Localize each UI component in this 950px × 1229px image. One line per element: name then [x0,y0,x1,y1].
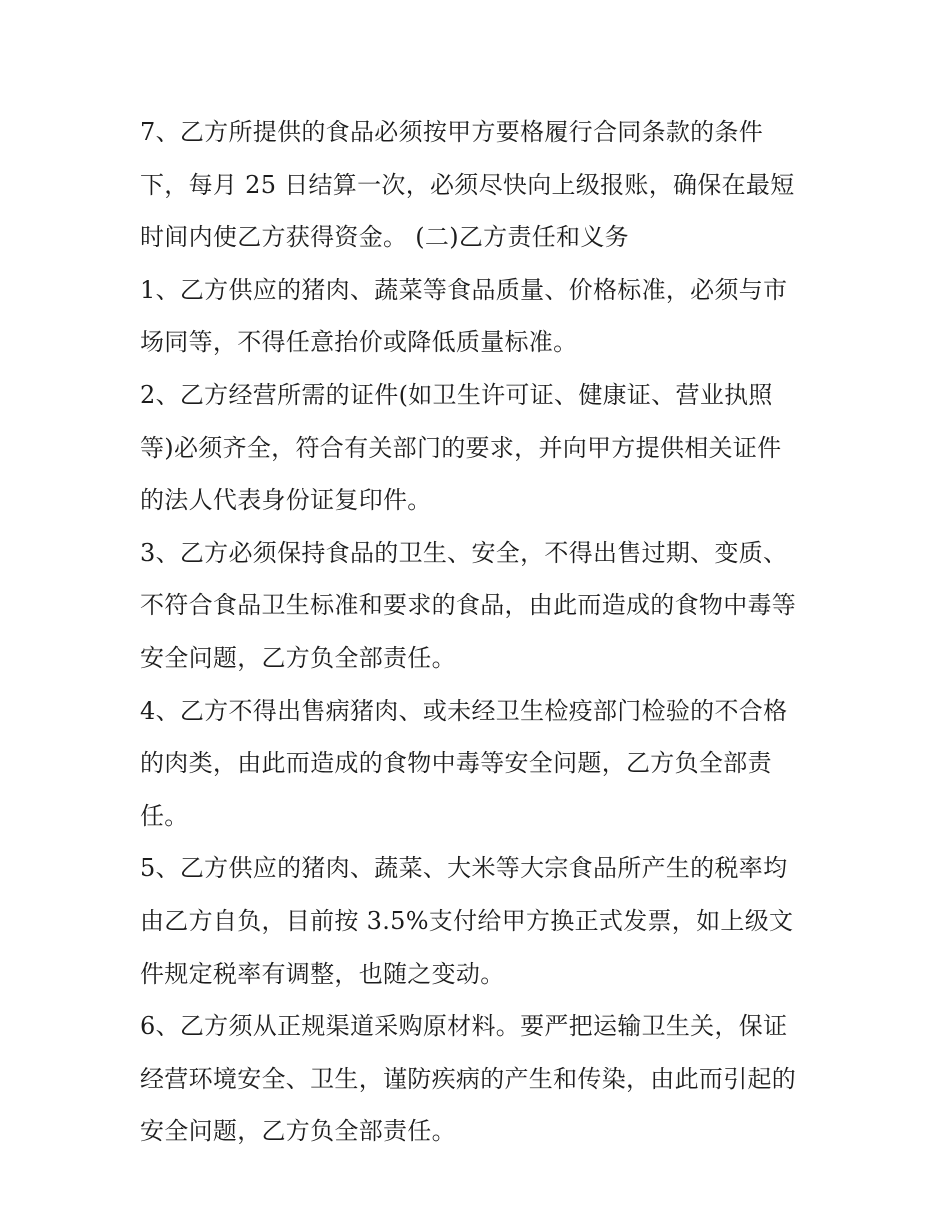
text-line: 5、乙方供应的猪肉、蔬菜、大米等大宗食品所产生的税率均 [140,854,788,883]
text-line: 7、乙方所提供的食品必须按甲方要格履行合同条款的条件 [140,118,764,146]
text-line: 的法人代表身份证复印件。 [140,486,432,515]
text-line: 4、乙方不得出售病猪肉、或未经卫生检疫部门检验的不合格 [140,696,788,725]
text-line: 不符合食品卫生标准和要求的食品，由此而造成的食物中毒等 [140,591,797,620]
document-body [140,106,820,1158]
text-line: 2、乙方经营所需的证件(如卫生许可证、健康证、营业执照 [140,380,773,409]
text-line: 场同等，不得任意抬价或降低质量标准。 [140,328,578,357]
text-line: 安全问题，乙方负全部责任。 [140,1117,456,1146]
text-line: 等)必须齐全，符合有关部门的要求，并向甲方提供相关证件 [140,433,782,462]
text-line: 下，每月 25 日结算一次，必须尽快向上级报账，确保在最短 [140,170,795,199]
text-line: 件规定税率有调整，也随之变动。 [140,959,505,988]
text-line: 的肉类，由此而造成的食物中毒等安全问题，乙方负全部责 [140,749,772,778]
text-line: 经营环境安全、卫生，谨防疾病的产生和传染，由此而引起的 [140,1064,797,1093]
text-line: 安全问题，乙方负全部责任。 [140,643,456,672]
text-line: 3、乙方必须保持食品的卫生、安全，不得出售过期、变质、 [140,538,788,567]
text-line: 6、乙方须从正规渠道采购原材料。要严把运输卫生关，保证 [140,1012,788,1041]
text-line: 1、乙方供应的猪肉、蔬菜等食品质量、价格标准，必须与市 [140,275,788,304]
text-line: 时间内使乙方获得资金。 (二)乙方责任和义务 [140,223,629,252]
text-line: 任。 [140,801,189,830]
text-line: 由乙方自负，目前按 3.5%支付给甲方换正式发票，如上级文 [140,906,794,935]
